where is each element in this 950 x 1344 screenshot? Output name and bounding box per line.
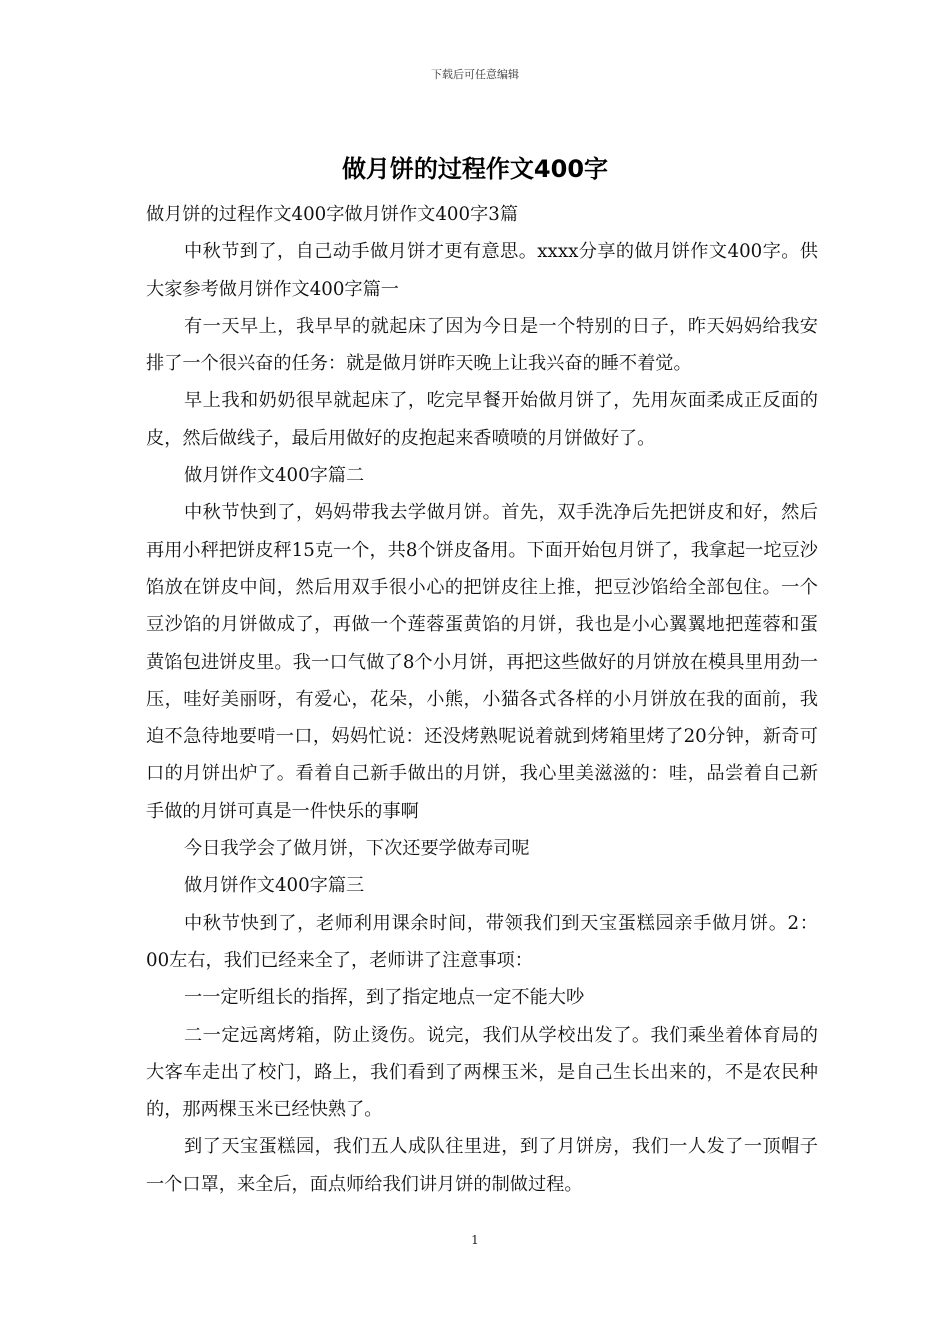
paragraph-subtitle: 做月饼的过程作文400字做月饼作文400字3篇 xyxy=(146,204,519,225)
paragraph-intro: 中秋节到了，自己动手做月饼才更有意思。xxxx分享的做月饼作文400字。供大家参考做月饼作文400字篇一 xyxy=(146,241,818,300)
paragraph-essay2-a: 中秋节快到了，妈妈带我去学做月饼。首先，双手洗净后先把饼皮和好，然后再用小秤把饼皮秤15克一个，共8个饼皮备用。下面开始包月饼了，我拿起一坨豆沙馅放在饼皮中间，然后用双手很小心的把饼皮往上推，把豆沙馅给全部包住。一个豆沙馅的月饼做成了，再做一个莲蓉蛋黄馅的月饼，我也是小心翼翼地把莲蓉和蛋黄馅包进饼皮里。我一口气做了8个小月饼，再把这些做好的月饼放在模具里用劲一压，哇好美丽呀，有爱心，花朵，小熊，小猫各式各样的小月饼放在我的面前，我迫不急待地要啃一口，妈妈忙说：还没烤熟呢说着就到烤箱里烤了20分钟，新奇可口的月饼出炉了。看着自己新手做出的月饼，我心里美滋滋的：哇，品尝着自己新手做的月饼可真是一件快乐的事啊 xyxy=(146,502,818,822)
paragraph-essay1-a: 有一天早上，我早早的就起床了因为今日是一个特别的日子，昨天妈妈给我安排了一个很兴奋的任务：就是做月饼昨天晚上让我兴奋的睡不着觉。 xyxy=(146,315,818,375)
paragraph-essay3-c: 二一定远离烤箱，防止烫伤。说完，我们从学校出发了。我们乘坐着体育局的大客车走出了校门，路上，我们看到了两棵玉米，是自己生长出来的，不是农民种的，那两棵玉米已经快熟了。 xyxy=(146,1024,818,1121)
paragraph-essay1-b: 早上我和奶奶很早就起床了，吃完早餐开始做月饼了，先用灰面柔成正反面的皮，然后做线子，最后用做好的皮抱起来香喷喷的月饼做好了。 xyxy=(146,390,818,449)
paragraph-essay3-b: 一一定听组长的指挥，到了指定地点一定不能大吵 xyxy=(184,987,585,1009)
page-header: 下载后可任意编辑 xyxy=(431,68,519,81)
page-number: 1 xyxy=(471,1233,479,1247)
section-heading-essay3: 做月饼作文400字篇三 xyxy=(184,875,365,897)
document-title: 做月饼的过程作文400字 xyxy=(341,155,609,183)
paragraph-essay3-d: 到了天宝蛋糕园，我们五人成队往里进，到了月饼房，我们一人发了一顶帽子一个口罩，来全后，面点师给我们讲月饼的制做过程。 xyxy=(146,1136,818,1195)
paragraph-essay2-b: 今日我学会了做月饼，下次还要学做寿司呢 xyxy=(184,838,530,860)
section-heading-essay2: 做月饼作文400字篇二 xyxy=(184,465,365,487)
document-body xyxy=(146,196,818,1203)
paragraph-essay3-a: 中秋节快到了，老师利用课余时间，带领我们到天宝蛋糕园亲手做月饼。2：00左右，我们已经来全了，老师讲了注意事项： xyxy=(146,912,818,971)
